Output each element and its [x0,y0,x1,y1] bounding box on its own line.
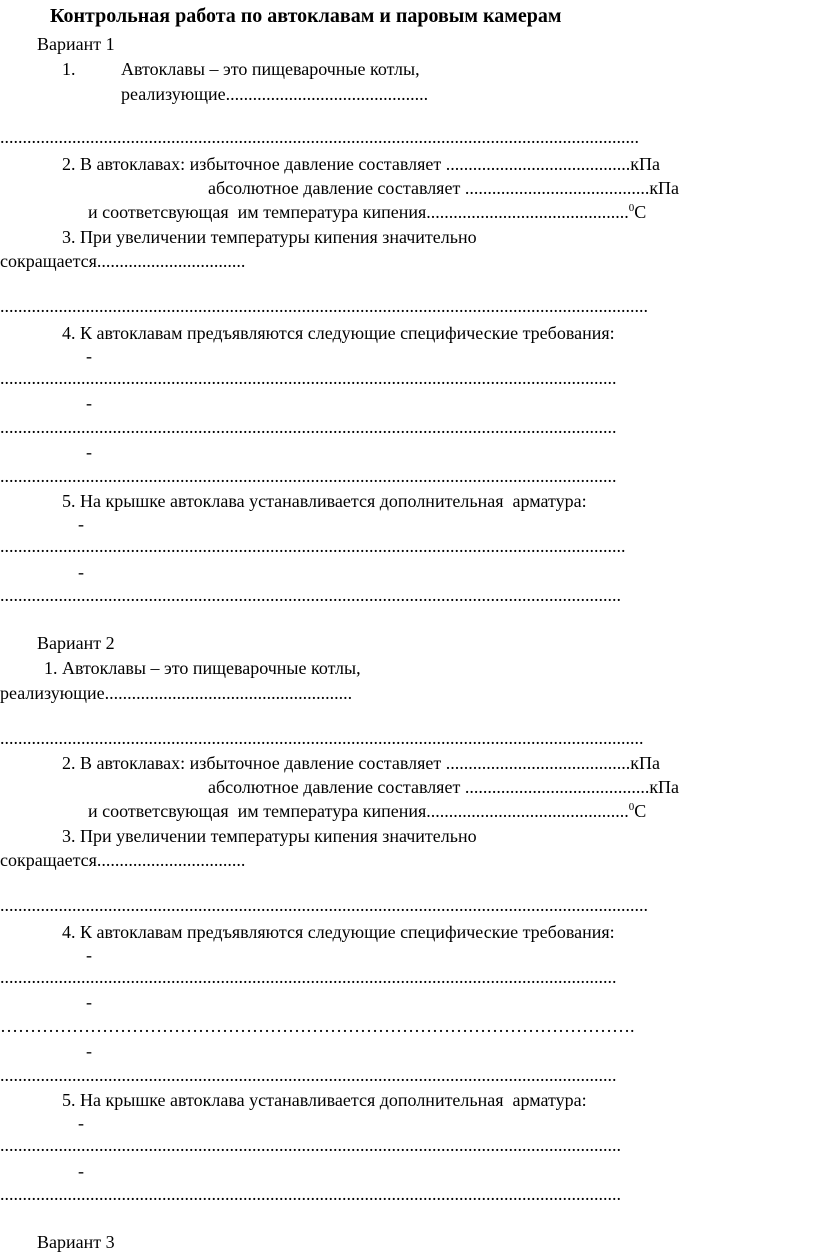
v2-q2-temp-text: и соответсвующая им температура кипения............................................. [88,801,629,821]
v2-degree-mark: 0 [628,801,635,813]
variant-2-heading: Вариант 2 [37,633,115,653]
v1-q1-answer-line: реализующие............................................. [121,84,429,104]
v1-q4-text: 4. К автоклавам предъявляются следующие специфические требования: [62,323,615,343]
v1-q2-line-3 [88,201,646,223]
v2-q4-answer-line-1: ......................................................................................................................................... [0,967,617,987]
v1-q4-answer-line-3: ......................................................................................................................................... [0,466,617,486]
v1-q2-line-1: 2. В автоклавах: избыточное давление составляет .........................................кПа [62,154,660,174]
v2-q4-answer-line-2: ……………………………………………………………………………………………. [0,1016,635,1036]
v2-q1-answer-line-2: ............................................................................................................................................... [0,728,644,748]
v2-q1-answer-line: реализующие....................................................... [0,683,353,703]
v2-q3-answer-line: сокращается................................. [0,850,246,870]
v2-q3-answer-line-2: ................................................................................................................................................ [0,895,648,915]
v2-q4-dash-1: - [86,945,92,965]
v1-q5-dash-2: - [78,562,84,582]
v2-q5-answer-line-2: .......................................................................................................................................... [0,1184,621,1204]
v1-q3-answer-line-2: ................................................................................................................................................ [0,296,648,316]
v1-q3-text: 3. При увеличении температуры кипения значительно [62,227,477,247]
v1-celsius-unit: С [634,202,647,222]
variant-3-heading: Вариант 3 [37,1232,115,1252]
v2-q3-text: 3. При увеличении температуры кипения значительно [62,826,477,846]
v1-q4-dash-2: - [86,393,92,413]
v2-q2-line-3 [88,800,646,822]
v2-q4-dash-2: - [86,992,92,1012]
v2-q1-text: 1. Автоклавы – это пищеварочные котлы, [44,658,361,678]
v2-q4-answer-line-3: ......................................................................................................................................... [0,1065,617,1085]
v1-degree-mark: 0 [628,202,635,214]
v2-q5-text: 5. На крышке автоклава устанавливается дополнительная арматура: [62,1090,587,1110]
v1-q2-temp-text: и соответсвующая им температура кипения............................................. [88,202,629,222]
v2-q5-dash-1: - [78,1113,84,1133]
v1-q4-dash-3: - [86,442,92,462]
v1-q5-dash-1: - [78,514,84,534]
v2-q4-dash-3: - [86,1041,92,1061]
v2-q2-line-2: абсолютное давление составляет .........................................кПа [208,777,680,797]
v2-q5-dash-2: - [78,1161,84,1181]
variant-1-heading: Вариант 1 [37,34,115,54]
v1-q4-dash-1: - [86,346,92,366]
v2-q5-answer-line-1: .......................................................................................................................................... [0,1135,621,1155]
v1-q5-text: 5. На крышке автоклава устанавливается дополнительная арматура: [62,491,587,511]
v1-q1-text: Автоклавы – это пищеварочные котлы, [121,59,420,79]
v1-q3-answer-line: сокращается................................. [0,251,246,271]
v2-q2-line-1: 2. В автоклавах: избыточное давление составляет .........................................кПа [62,753,660,773]
v1-q5-answer-line-1: ........................................................................................................................................... [0,536,626,556]
v1-q1-number: 1. [62,59,76,79]
v1-q4-answer-line-1: ......................................................................................................................................... [0,368,617,388]
v1-q1-answer-line-2: .............................................................................................................................................. [0,127,639,147]
v1-q5-answer-line-2: .......................................................................................................................................... [0,585,621,605]
v2-celsius-unit: С [634,801,647,821]
v2-q4-text: 4. К автоклавам предъявляются следующие специфические требования: [62,922,615,942]
page-title: Контрольная работа по автоклавам и паровым камерам [50,5,562,27]
v1-q4-answer-line-2: ......................................................................................................................................... [0,417,617,437]
v1-q2-line-2: абсолютное давление составляет .........................................кПа [208,178,680,198]
